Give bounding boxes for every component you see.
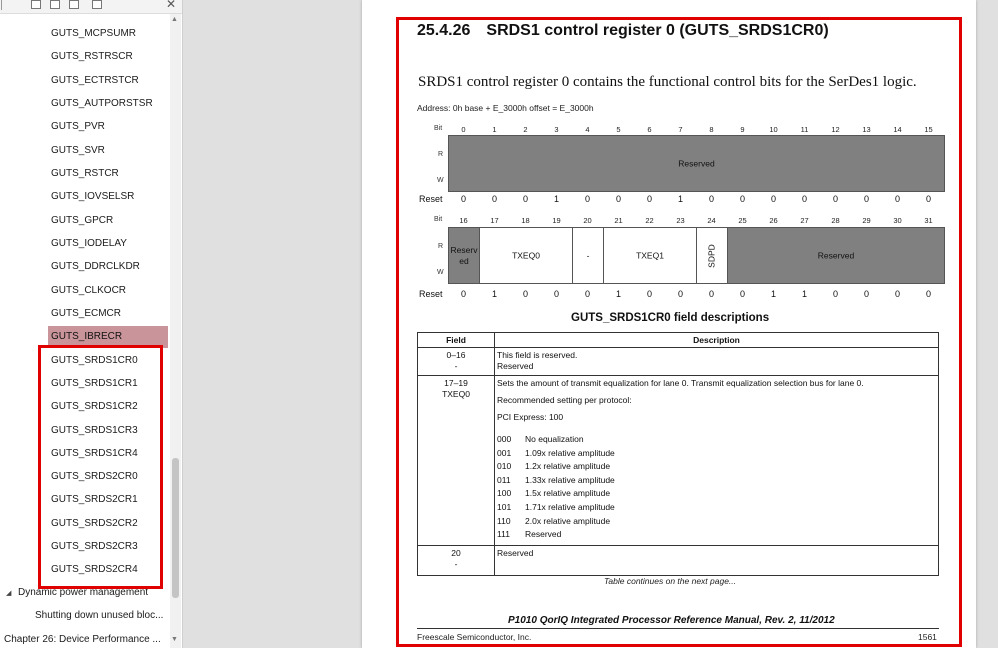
bottom-bit-number: 18 [521,216,530,225]
top-reset-label: Reset [419,194,443,204]
tree-item-label: Chapter 26: Device Performance ... [4,634,161,645]
top-bit-number: 1 [492,125,497,134]
bookmark-icon[interactable] [69,0,79,9]
bottom-bit-number: 28 [831,216,840,225]
sidebar-item-guts-rstrscr[interactable]: GUTS_RSTRSCR [51,51,133,62]
section-number: 25.4.26 [417,22,471,39]
sidebar-item-guts-ectrstcr[interactable]: GUTS_ECTRSTCR [51,75,139,86]
bookmarks-sidebar [0,0,183,648]
tree-item-dynamic-power[interactable] [6,583,148,603]
top-field-reserved [448,135,945,192]
footer-divider [417,628,939,629]
encoding-row [497,474,936,488]
bottom-field-reserv-ed [448,227,480,284]
top-bit-number: 6 [647,125,652,134]
bottom-bit-label: Bit [434,216,443,223]
encoding-row [497,528,936,542]
bottom-reset-value: 0 [522,289,528,299]
bottom-reset-value: 1 [491,289,497,299]
bottom-bit-number: 21 [614,216,623,225]
encoding-code: 110 [497,515,511,526]
scroll-up-icon[interactable]: ▲ [171,16,178,23]
scrollbar-thumb[interactable] [172,458,179,598]
sidebar-item-guts-gpcr[interactable]: GUTS_GPCR [51,215,114,226]
top-w-label: W [437,177,444,184]
sidebar-item-guts-srds2cr3[interactable]: GUTS_SRDS2CR3 [51,541,138,552]
encoding-code: 010 [497,461,512,472]
description-text: Sets the amount of transmit equalization for lane 0. Transmit equalization selection bus for lane 0. [497,378,864,388]
sidebar-item-guts-srds1cr4[interactable]: GUTS_SRDS1CR4 [51,448,138,459]
register-field-label: Reserved [817,250,855,260]
encoding-row [497,447,936,461]
encoding-row [497,433,936,447]
panel-handle-icon[interactable] [1,0,7,10]
register-field-label: TXEQ0 [512,250,540,260]
bottom-bit-number: 29 [862,216,871,225]
tree-item-shutting-down[interactable] [35,606,163,626]
top-bit-number: 2 [523,125,528,134]
table-continues-note: Table continues on the next page... [604,576,737,586]
bottom-bit-number: 22 [645,216,654,225]
top-reset-value: 0 [863,194,869,204]
tree-item-label: Dynamic power management [18,587,149,598]
find-bookmark-icon[interactable] [92,0,102,9]
top-reset-value: 0 [460,194,466,204]
bottom-bit-number: 25 [738,216,747,225]
bottom-bit-number: 16 [459,216,468,225]
document-page [362,0,976,648]
encoding-row [497,460,936,474]
top-reset-value: 0 [615,194,621,204]
register-field-label: SDPD [706,243,717,268]
tree-item-chapter26[interactable] [4,630,161,648]
top-bit-number: 8 [709,125,714,134]
table-caption: GUTS_SRDS1CR0 field descriptions [571,312,770,324]
tree-item-label: Shutting down unused bloc... [35,610,164,621]
field-header: Field [418,333,495,348]
bottom-reset-value: 0 [925,289,931,299]
register-field-label: Reserv ed [450,244,478,266]
register-field-label: - [586,250,590,260]
encoding-meaning: 1.5x relative amplitude [525,488,611,499]
table-row [418,376,939,546]
section-intro: SRDS1 control register 0 contains the functional control bits for the SerDes1 logic. [418,74,917,90]
field-cell [418,348,495,376]
sidebar-item-guts-srds1cr3[interactable]: GUTS_SRDS1CR3 [51,425,138,436]
top-bit-number: 7 [678,125,683,134]
top-reset-value: 1 [677,194,683,204]
description-cell [495,545,939,575]
bottom-reset-value: 0 [460,289,466,299]
bottom-field-txeq1 [603,227,697,284]
register-field-label: TXEQ1 [636,250,664,260]
sidebar-scrollbar[interactable] [170,14,181,648]
bottom-reset-value: 0 [739,289,745,299]
encoding-meaning: 1.09x relative amplitude [525,447,615,458]
sidebar-item-guts-iovselsr[interactable]: GUTS_IOVSELSR [51,191,135,202]
encoding-meaning: 1.2x relative amplitude [525,461,611,472]
top-bit-number: 15 [924,125,933,134]
field-name: - [454,361,458,371]
top-bit-number: 12 [831,125,840,134]
encoding-row [497,487,936,501]
bottom-reset-value: 0 [677,289,683,299]
encoding-code: 001 [497,447,512,458]
top-bit-number: 3 [554,125,559,134]
encoding-meaning: 2.0x relative amplitude [525,515,611,526]
sidebar-item-guts-srds2cr1[interactable]: GUTS_SRDS2CR1 [51,494,138,505]
bottom-reset-value: 1 [615,289,621,299]
top-reset-value: 1 [553,194,559,204]
sidebar-item-guts-ddrclkdr[interactable]: GUTS_DDRCLKDR [51,261,140,272]
bottom-reset-value: 0 [894,289,900,299]
sidebar-item-guts-mcpsumr[interactable]: GUTS_MCPSUMR [51,28,137,39]
bottom-bit-number: 20 [583,216,592,225]
table-header-row [418,333,939,348]
bottom-bit-number: 17 [490,216,499,225]
field-range: 17–19 [444,378,468,388]
spacer [497,423,936,433]
bottom-field-sdpd [696,227,728,284]
sidebar-item-guts-autporstsr[interactable]: GUTS_AUTPORSTSR [51,98,153,109]
top-bit-number: 4 [585,125,590,134]
encoding-code: 000 [497,434,512,444]
top-reset-value: 0 [770,194,776,204]
sidebar-item-guts-srds2cr0[interactable]: GUTS_SRDS2CR0 [51,471,138,482]
bottom-reset-value: 1 [770,289,776,299]
section-name: SRDS1 control register 0 (GUTS_SRDS1CR0) [486,22,829,39]
top-bit-number: 11 [800,125,809,134]
sidebar-item-guts-clkocr[interactable]: GUTS_CLKOCR [51,285,127,296]
top-reset-value: 0 [801,194,807,204]
bottom-reset-value: 0 [708,289,714,299]
sidebar-item-guts-srds2cr2[interactable]: GUTS_SRDS2CR2 [51,518,138,529]
description-text: Recommended setting per protocol: [497,395,632,405]
encoding-code: 011 [497,474,511,485]
sidebar-item-guts-srds2cr4[interactable]: GUTS_SRDS2CR4 [51,564,138,575]
top-reset-value: 0 [522,194,528,204]
encoding-row [497,501,936,515]
table-row [418,348,939,376]
bottom-field-- [572,227,604,284]
top-reset-value: 0 [646,194,652,204]
footer-company: Freescale Semiconductor, Inc. [417,632,532,642]
bottom-field-reserved [727,227,945,284]
top-bit-number: 0 [461,125,466,134]
expand-all-icon[interactable] [31,0,41,9]
sidebar-item-guts-srds1cr0[interactable]: GUTS_SRDS1CR0 [51,355,138,366]
bottom-reset-value: 0 [553,289,559,299]
top-reset-value: 0 [739,194,745,204]
bottom-field-txeq0 [479,227,573,284]
sidebar-item-guts-ibrecr[interactable]: GUTS_IBRECR [48,326,168,348]
top-bit-number: 5 [616,125,621,134]
description-text: This field is reserved. [497,350,578,360]
encoding-row [497,515,936,529]
top-bit-number: 9 [740,125,745,134]
sidebar-item-guts-ecmcr[interactable]: GUTS_ECMCR [51,308,122,319]
top-r-label: R [438,151,444,158]
description-text: PCI Express: 100 [497,412,564,422]
description-cell [495,376,939,546]
sidebar-item-guts-rstcr[interactable]: GUTS_RSTCR [51,168,119,179]
collapse-all-icon[interactable] [50,0,60,9]
top-reset-value: 0 [708,194,714,204]
bottom-reset-value: 0 [646,289,652,299]
field-cell [418,545,495,575]
top-bit-number: 10 [769,125,778,134]
encoding-code: 101 [497,501,512,512]
sidebar-toolbar [0,0,183,14]
encoding-code: 111 [497,529,510,540]
bottom-r-label: R [438,243,444,250]
bottom-reset-value: 0 [584,289,590,299]
bottom-bit-number: 19 [552,216,561,225]
bottom-w-label: W [437,269,444,276]
page-number: 1561 [918,632,937,642]
table-row [418,545,939,575]
field-name: TXEQ0 [442,389,470,399]
sidebar-item-guts-pvr[interactable]: GUTS_PVR [51,121,105,132]
field-range: 20 [451,547,461,558]
bottom-reset-label: Reset [419,289,443,299]
top-reset-value: 0 [584,194,590,204]
sidebar-item-guts-iodelay[interactable]: GUTS_IODELAY [51,238,127,249]
bottom-reset-value: 0 [832,289,838,299]
sidebar-item-guts-srds1cr1[interactable]: GUTS_SRDS1CR1 [51,378,138,389]
field-cell [418,376,495,546]
top-bit-number: 14 [893,125,902,134]
description-text: Reserved [497,361,534,371]
field-description-table [417,332,939,576]
register-field-label: Reserved [678,158,715,168]
bottom-bit-number: 26 [769,216,778,225]
description-cell [495,348,939,376]
description-header: Description [495,333,939,348]
encoding-meaning: Reserved [525,529,562,540]
encoding-code: 100 [497,488,512,499]
encoding-meaning: No equalization [525,434,584,444]
top-bit-label: Bit [434,125,443,132]
bottom-bit-number: 31 [924,216,933,225]
top-reset-value: 0 [832,194,838,204]
bottom-bit-number: 24 [707,216,716,225]
top-reset-value: 0 [491,194,497,204]
collapse-arrow-icon[interactable]: ◢ [6,590,12,597]
section-title [417,22,829,40]
encoding-meaning: 1.71x relative amplitude [525,501,615,512]
bottom-bit-number: 27 [800,216,809,225]
bottom-reset-value: 1 [801,289,807,299]
field-name: - [454,558,458,569]
encoding-meaning: 1.33x relative amplitude [525,474,615,485]
bottom-bit-number: 23 [676,216,685,225]
bottom-reset-value: 0 [863,289,869,299]
sidebar-item-guts-srds1cr2[interactable]: GUTS_SRDS1CR2 [51,401,138,412]
bottom-bit-number: 30 [893,216,902,225]
sidebar-item-guts-svr[interactable]: GUTS_SVR [51,145,105,156]
scroll-down-icon[interactable]: ▼ [171,636,178,643]
description-text: Reserved [497,547,534,558]
footer-title: P1010 QorIQ Integrated Processor Reference Manual, Rev. 2, 11/2012 [508,615,835,626]
top-bit-number: 13 [862,125,871,134]
close-icon[interactable]: ✕ [166,0,177,11]
field-range: 0–16 [446,350,466,360]
register-address: Address: 0h base + E_3000h offset = E_3000h [417,103,594,113]
top-reset-value: 0 [925,194,931,204]
top-reset-value: 0 [894,194,900,204]
